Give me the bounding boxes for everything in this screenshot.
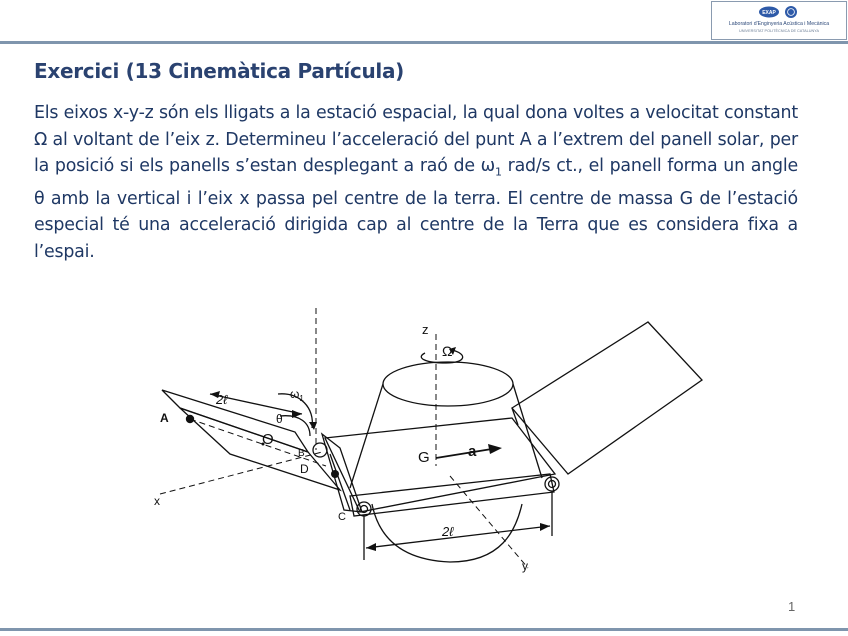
logo-lab-name: Laboratori d'Enginyeria Acústica i Mecànica [728,21,830,27]
label-base-length: 2ℓ [442,524,454,539]
label-acceleration: a [468,443,477,460]
label-panel-length: 2ℓ [216,392,228,407]
logo-university: UNIVERSITAT POLITÈCNICA DE CATALUNYA [739,29,819,33]
station-cone-top [383,362,513,406]
omega1-subscript: 1 [495,165,502,179]
label-o: O [262,431,274,448]
label-c: C [338,511,346,523]
label-x: x [154,494,160,508]
problem-statement [34,100,798,265]
label-b: B [298,448,305,459]
statement-part-1: Els eixos x-y-z són els lligats a la estació espacial, la qual dona voltes a velocitat constant Ω al voltant de l’eix z. Determineu l’acceleració del punt A a l’extrem del panell solar, per la posició si els panells s’estan desplegant a raó de ω [34,103,798,176]
label-omega1: $\omega_1$ [290,387,304,403]
lab-logo-emblem [758,5,800,19]
panel-centerline [190,419,326,466]
logo-abbrev: EXAP [762,10,776,16]
label-theta: θ [276,412,283,426]
base-dimension-line [366,526,550,548]
hinge-pin-b [313,443,327,457]
header-divider [0,41,848,44]
statement-part-2: rad/s ct., el panell forma un angle θ amb la vertical i l’eix x passa pel centre de la terra. El centre de massa G de l’estació especial té una acceleració dirigida cap al centre de la Terra que es considera fixa a l’espai. [34,156,799,262]
space-station-diagram [150,298,710,588]
label-g: G [418,449,430,466]
page-number: 1 [788,599,796,614]
label-d: D [300,462,309,476]
right-solar-panel [512,322,702,474]
label-z: z [422,322,429,337]
acceleration-vector [436,448,498,458]
lab-logo [711,1,847,40]
label-omega: Ω [442,343,453,359]
station-base-plate [325,418,555,512]
label-a: A [160,411,169,425]
label-y: y [522,559,528,573]
footer-divider [0,628,848,631]
slide-title: Exercici (13 Cinemàtica Partícula) [34,59,404,83]
point-d-marker [331,470,339,478]
